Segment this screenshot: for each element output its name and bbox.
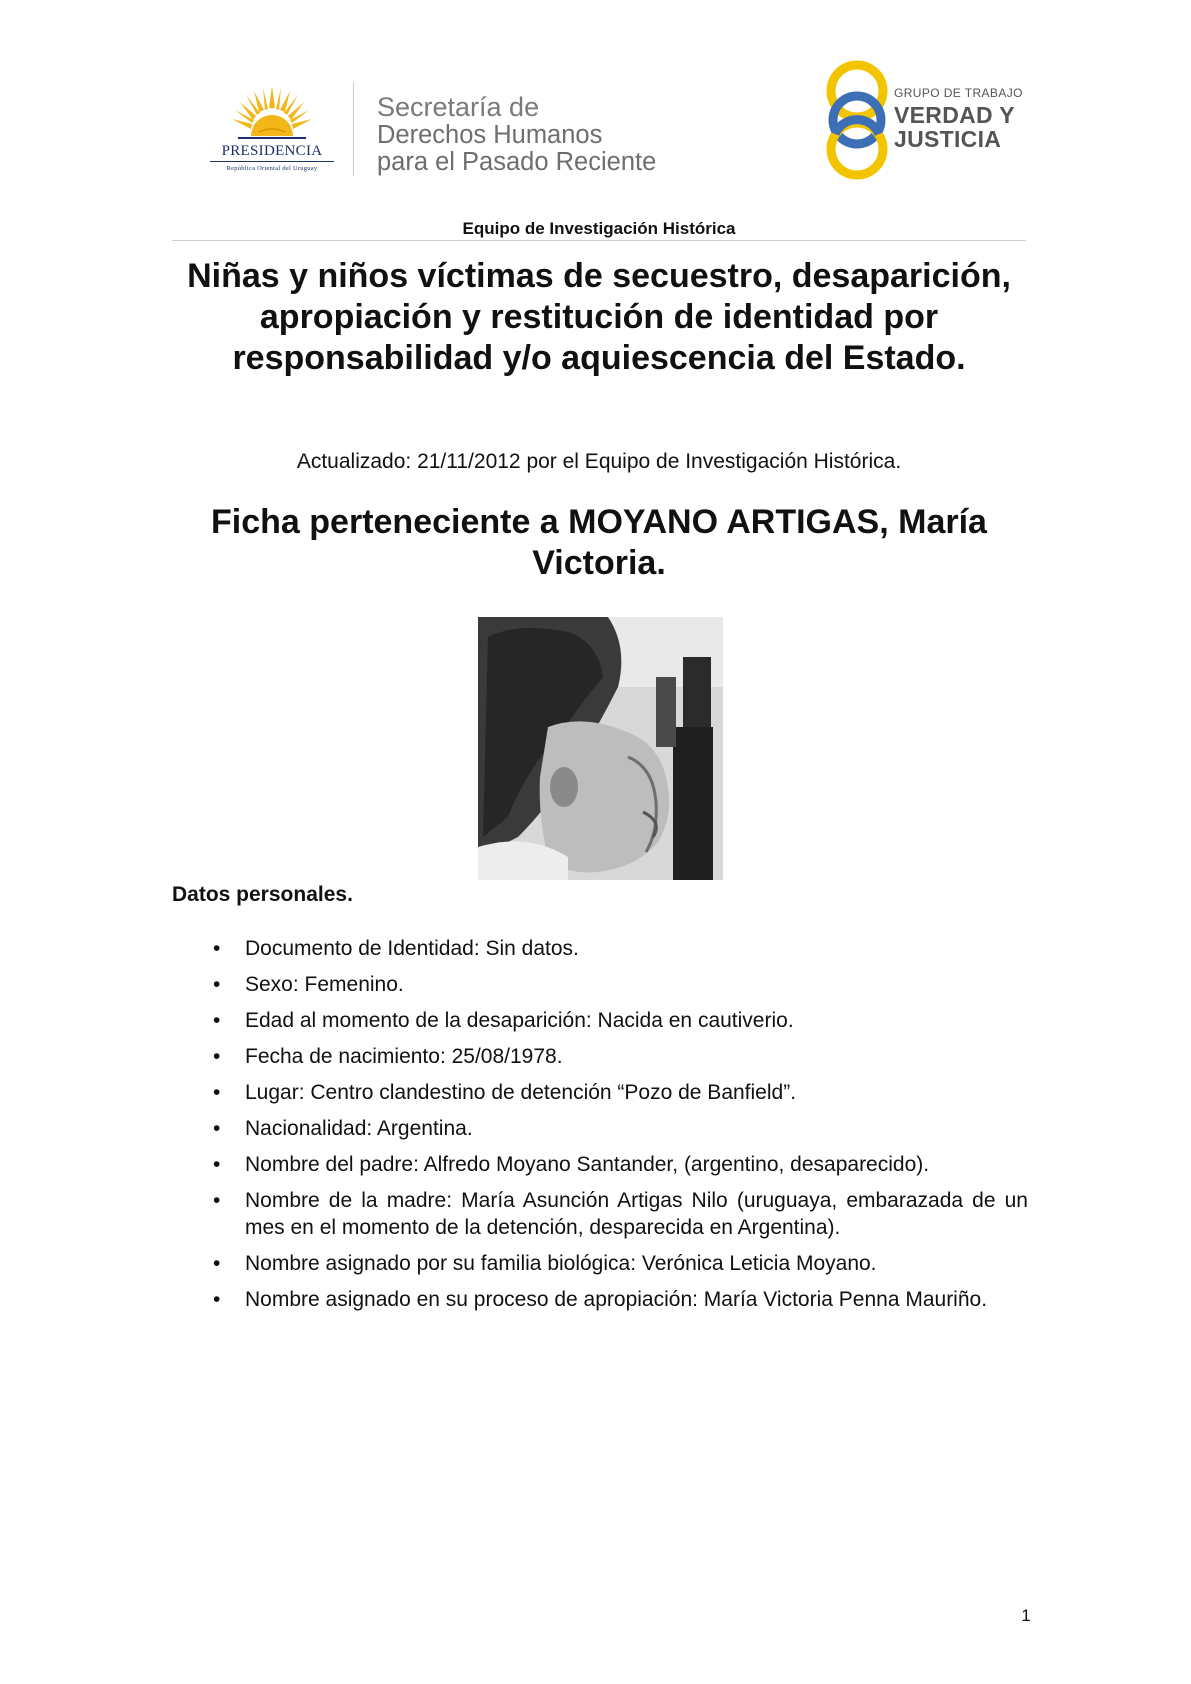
justicia-label: JUSTICIA — [894, 126, 1002, 152]
header-rule — [172, 240, 1026, 241]
bullet-icon: • — [213, 1045, 221, 1068]
list-item-text: Nombre asignado por su familia biológica: Verónica Leticia Moyano. — [245, 1252, 877, 1275]
list-item-text: Nombre de la madre: María Asunción Artigas Nilo (uruguaya, embarazada de un mes en el momento de la detención, desparecida en Argentina). — [245, 1189, 1028, 1239]
bullet-icon: • — [213, 1252, 221, 1275]
list-item — [172, 1151, 1028, 1178]
sun-icon — [232, 86, 312, 144]
section-title: Datos personales. — [172, 883, 353, 906]
logo-divider — [353, 82, 354, 176]
list-item-text: Nacionalidad: Argentina. — [245, 1117, 473, 1140]
interlocked-rings-icon — [822, 58, 892, 182]
list-item — [172, 1007, 1028, 1034]
presidencia-logo — [196, 86, 348, 178]
bullet-icon: • — [213, 937, 221, 960]
presidencia-subtitle: República Oriental del Uruguay — [226, 165, 318, 172]
secretaria-line2: Derechos Humanos — [377, 121, 603, 149]
bullet-icon: • — [213, 1009, 221, 1032]
bullet-icon: • — [213, 1117, 221, 1140]
portrait-photo — [478, 617, 723, 880]
secretaria-logo — [377, 92, 656, 176]
bullet-icon: • — [213, 973, 221, 996]
team-header: Equipo de Investigación Histórica — [462, 219, 736, 238]
secretaria-line1: Secretaría de — [377, 92, 540, 122]
list-item-text: Edad al momento de la desaparición: Nacida en cautiverio. — [245, 1009, 794, 1032]
list-item — [172, 1187, 1028, 1241]
list-item-text: Fecha de nacimiento: 25/08/1978. — [245, 1045, 563, 1068]
grupo-trabajo-label: GRUPO DE TRABAJO — [894, 86, 1023, 100]
list-item-text: Documento de Identidad: Sin datos. — [245, 937, 579, 960]
list-item — [172, 935, 1028, 962]
list-item — [172, 1043, 1028, 1070]
list-item-text: Nombre asignado en su proceso de apropiación: María Victoria Penna Mauriño. — [245, 1288, 988, 1311]
list-item — [172, 1115, 1028, 1142]
page-number: 1 — [1021, 1606, 1031, 1625]
bullet-icon: • — [213, 1189, 221, 1212]
list-item — [172, 1079, 1028, 1106]
personal-data-list — [172, 935, 1028, 1322]
bullet-icon: • — [213, 1153, 221, 1176]
secretaria-line3: para el Pasado Reciente — [377, 148, 657, 176]
list-item — [172, 1250, 1028, 1277]
verdad-justicia-logo — [822, 58, 1028, 182]
list-item-text: Sexo: Femenino. — [245, 973, 404, 996]
presidencia-rule — [210, 161, 334, 162]
list-item-text: Lugar: Centro clandestino de detención “Pozo de Banfield”. — [245, 1081, 797, 1104]
list-item — [172, 1286, 1028, 1313]
document-title: Niñas y niños víctimas de secuestro, desaparición, apropiación y restitución de identidad por responsabilidad y/o aquiescencia del Estado. — [187, 257, 1011, 377]
bullet-icon: • — [213, 1288, 221, 1311]
ficha-title: Ficha perteneciente a MOYANO ARTIGAS, María Victoria. — [211, 503, 987, 582]
list-item-text: Nombre del padre: Alfredo Moyano Santander, (argentino, desaparecido). — [245, 1153, 930, 1176]
list-item — [172, 971, 1028, 998]
bullet-icon: • — [213, 1081, 221, 1104]
verdad-label: VERDAD Y — [894, 102, 1015, 128]
updated-line: Actualizado: 21/11/2012 por el Equipo de Investigación Histórica. — [296, 450, 902, 473]
presidencia-name: PRESIDENCIA — [221, 143, 323, 159]
